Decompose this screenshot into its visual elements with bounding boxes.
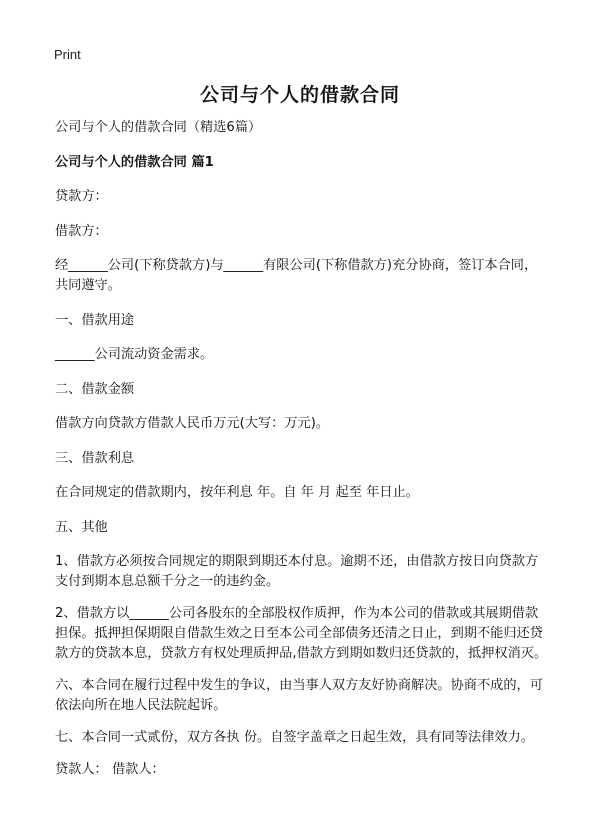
borrower-line: 借款方： [55, 223, 108, 239]
clause-text-purpose: ______公司流动资金需求。 [55, 347, 214, 362]
clause-heading-amount: 二、借款金额 [55, 381, 135, 397]
clause-text-amount: 借款方向贷款方借款人民币万元(大写：万元)。 [55, 416, 330, 431]
lender-line: 贷款方： [55, 189, 108, 204]
clause-heading-other: 五、其他 [55, 519, 108, 535]
document-body [55, 118, 549, 795]
intro-paragraph: 经______公司(下称贷款方)与______有限公司(下称借款方)充分协商，签订本合同，共同遵守。 [55, 258, 538, 293]
signature-line: 贷款人： 借款人： [55, 762, 165, 777]
clause-text-other-1: 1、借款方必须按合同规定的期限到期还本付息。逾期不还，由借款方按日向贷款方支付到期本息总额千分之一的违约金。 [55, 554, 539, 589]
print-label: Print [54, 47, 81, 62]
clause-heading-purpose: 一、借款用途 [55, 312, 135, 328]
document-title: 公司与个人的借款合同 [199, 84, 400, 106]
section-heading: 公司与个人的借款合同 篇1 [55, 154, 214, 170]
document-subtitle: 公司与个人的借款合同（精选6篇） [55, 120, 262, 135]
clause-text-disputes: 六、本合同在履行过程中发生的争议，由当事人双方友好协商解决。协商不成的，可依法向所在地人民法院起诉。 [55, 678, 543, 713]
clause-text-copies: 七、本合同一式贰份，双方各执 份。自签字盖章之日起生效，具有同等法律效力。 [55, 730, 534, 745]
clause-text-interest: 在合同规定的借款期内，按年利息 年。自 年 月 起至 年日止。 [55, 485, 419, 500]
clause-text-other-2: 2、借款方以______公司各股东的全部股权作质押，作为本公司的借款或其展期借款担保。抵押担保期限自借款生效之日至本公司全部债务还清之日止，到期不能归还贷款方的贷款本息，贷款方有权处理质押品,借款方到期如数归还贷款的，抵押权消灭。 [55, 606, 548, 661]
clause-heading-interest: 三、借款利息 [55, 450, 135, 466]
